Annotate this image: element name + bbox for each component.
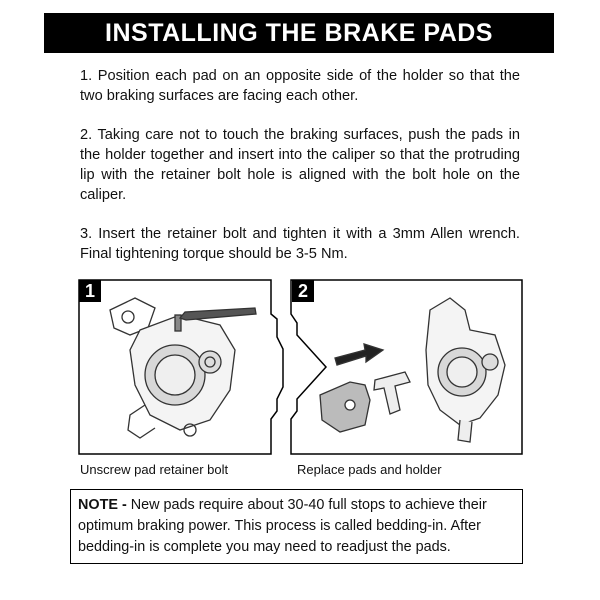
note-box xyxy=(70,489,523,564)
step-2: 2. Taking care not to touch the braking surfaces, push the pads in the holder together and insert into the caliper so that the protruding lip with the retainer bolt hole is aligned with the bolt hole on the caliper. xyxy=(80,127,520,203)
step-3: 3. Insert the retainer bolt and tighten it with a 3mm Allen wrench. Final tightening torque should be 3-5 Nm. xyxy=(80,226,520,262)
panel-1-caption: Unscrew pad retainer bolt xyxy=(80,462,229,477)
panel-2-number: 2 xyxy=(292,280,314,302)
replace-pads-illustration xyxy=(310,290,520,445)
note-text: New pads require about 30-40 full stops to achieve their optimum braking power. This process is called bedding-in. After bedding-in is complete you may need to readjust the pads. xyxy=(78,497,487,555)
panel-2-caption: Replace pads and holder xyxy=(297,462,442,477)
caliper-unscrew-illustration xyxy=(100,290,270,445)
step-1: 1. Position each pad on an opposite side of the holder so that the two braking surfaces are facing each other. xyxy=(80,68,520,104)
page-title: INSTALLING THE BRAKE PADS xyxy=(44,13,554,53)
instructions xyxy=(80,66,520,283)
note-label: NOTE - xyxy=(78,497,127,513)
panel-1-number: 1 xyxy=(79,280,101,302)
